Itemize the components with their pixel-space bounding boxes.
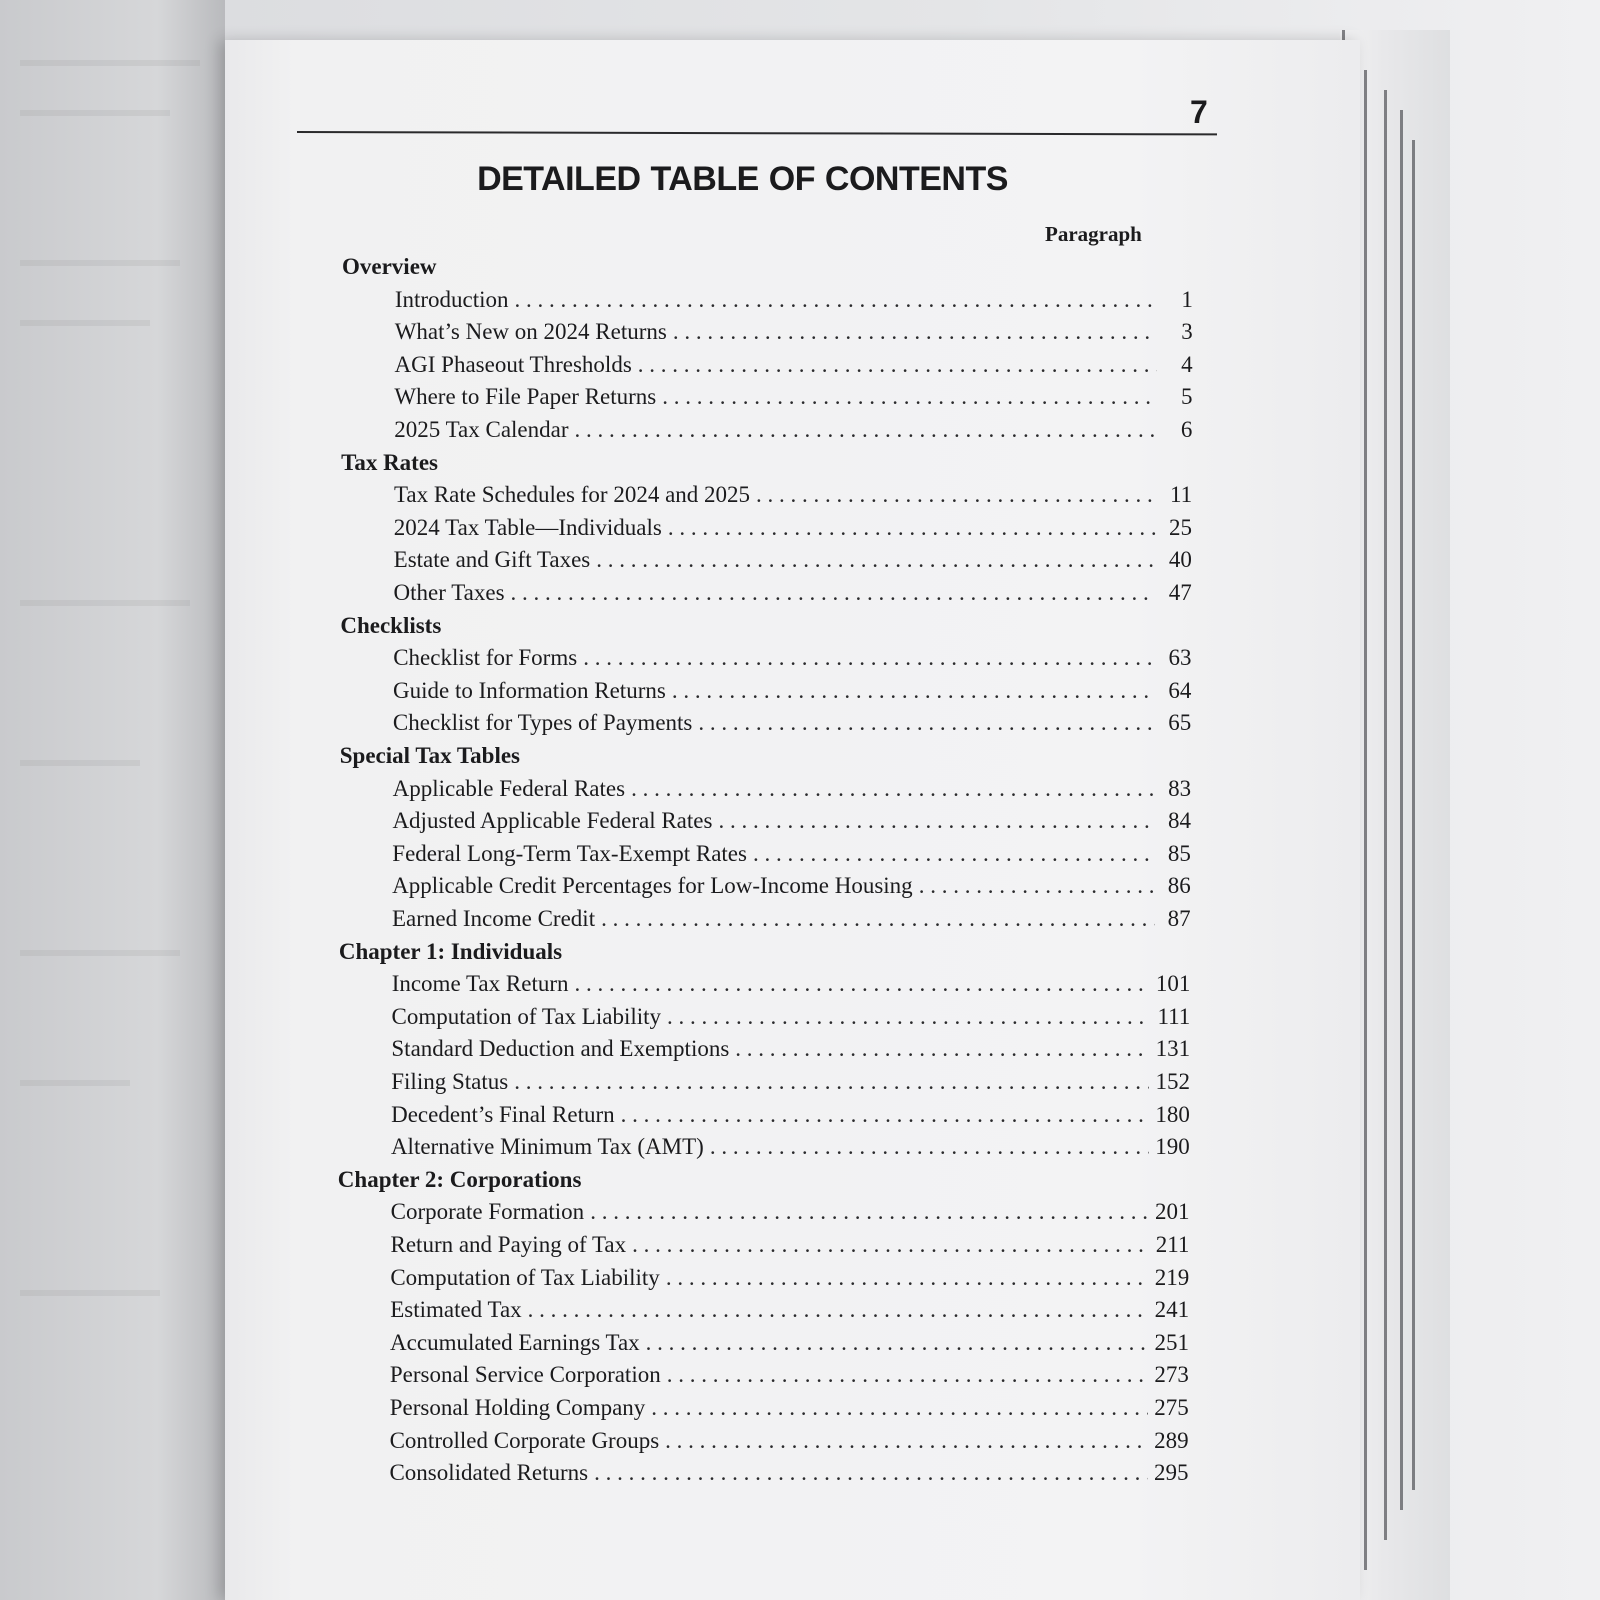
page-edge xyxy=(1400,110,1403,1510)
bleed-through-text xyxy=(20,110,170,116)
entry-title: Checklist for Types of Payments xyxy=(392,710,693,736)
toc-entry xyxy=(392,841,1191,871)
paragraph-number: 63 xyxy=(1168,645,1192,671)
bleed-through-text xyxy=(20,320,150,326)
toc-entry xyxy=(392,873,1191,903)
bleed-through-text xyxy=(20,950,180,956)
entry-title: Applicable Credit Percentages for Low-Income Housing xyxy=(392,873,913,899)
paragraph-number: 11 xyxy=(1169,482,1193,508)
toc-entry xyxy=(390,1362,1189,1392)
toc-entry xyxy=(393,776,1191,806)
toc-entry xyxy=(391,1232,1190,1262)
section-heading: Checklists xyxy=(340,612,442,638)
page-title: DETAILED TABLE OF CONTENTS xyxy=(477,160,1008,198)
dot-leader xyxy=(583,645,1155,671)
dot-leader xyxy=(514,1069,1149,1095)
entry-title: Earned Income Credit xyxy=(392,906,596,931)
toc-entry xyxy=(395,352,1193,382)
toc-entry xyxy=(391,1199,1190,1229)
toc-entry xyxy=(394,482,1192,512)
dot-leader xyxy=(756,482,1156,508)
toc-entry xyxy=(395,287,1193,317)
dot-leader xyxy=(594,1460,1148,1486)
dot-leader xyxy=(575,417,1157,443)
toc-entry xyxy=(390,1297,1189,1327)
bleed-through-text xyxy=(20,1080,130,1086)
toc-entry xyxy=(391,1134,1190,1164)
toc-entry xyxy=(394,417,1192,447)
toc-entry xyxy=(392,971,1191,1001)
paragraph-number: 64 xyxy=(1168,677,1192,703)
entry-title: Estate and Gift Taxes xyxy=(393,547,591,573)
entry-title: 2024 Tax Table—Individuals xyxy=(393,514,662,540)
entry-title: Corporate Formation xyxy=(390,1199,585,1225)
dot-leader xyxy=(735,1036,1149,1062)
paragraph-number: 289 xyxy=(1154,1427,1189,1453)
dot-leader xyxy=(632,1232,1150,1258)
entry-title: Applicable Federal Rates xyxy=(392,775,626,801)
entry-title: Federal Long-Term Tax-Exempt Rates xyxy=(392,840,747,866)
paragraph-number: 131 xyxy=(1155,1036,1191,1062)
paragraph-number: 295 xyxy=(1154,1460,1189,1486)
dot-leader xyxy=(511,580,1156,606)
paragraph-number: 111 xyxy=(1157,1003,1191,1029)
paragraph-number: 4 xyxy=(1181,351,1193,377)
paragraph-number: 219 xyxy=(1154,1264,1190,1290)
entry-title: Decedent’s Final Return xyxy=(391,1101,615,1127)
dot-leader xyxy=(631,776,1155,802)
paragraph-number: 47 xyxy=(1168,580,1192,605)
section-heading: Overview xyxy=(342,254,437,279)
facing-page-left xyxy=(0,0,225,1600)
header-rule xyxy=(297,131,1217,135)
toc-entry xyxy=(394,384,1192,414)
entry-title: Adjusted Applicable Federal Rates xyxy=(392,808,713,834)
entry-title: Consolidated Returns xyxy=(389,1460,589,1486)
entry-title: Return and Paying of Tax xyxy=(390,1232,627,1257)
page-edge xyxy=(1412,140,1415,1490)
paragraph-number: 201 xyxy=(1155,1199,1190,1225)
paragraph-number: 251 xyxy=(1154,1329,1190,1355)
toc-entry xyxy=(393,678,1191,708)
toc-entry xyxy=(391,1036,1190,1066)
dot-leader xyxy=(651,1395,1148,1421)
toc-entry xyxy=(393,645,1191,675)
paragraph-number: 273 xyxy=(1154,1362,1189,1388)
bleed-through-text xyxy=(20,1290,160,1296)
page-edge xyxy=(1384,90,1387,1540)
entry-title: Where to File Paper Returns xyxy=(394,384,657,410)
paragraph-number: 101 xyxy=(1155,971,1191,997)
entry-title: Guide to Information Returns xyxy=(393,677,666,703)
toc-entry xyxy=(394,547,1192,577)
book-page xyxy=(225,40,1360,1600)
dot-leader xyxy=(515,287,1157,313)
dot-leader xyxy=(710,1134,1149,1160)
entry-title: Tax Rate Schedules for 2024 and 2025 xyxy=(393,482,751,508)
entry-title: Controlled Corporate Groups xyxy=(389,1427,660,1453)
entry-title: Personal Service Corporation xyxy=(389,1362,661,1388)
entry-title: Computation of Tax Liability xyxy=(391,1003,662,1029)
toc-entry xyxy=(390,1428,1189,1458)
entry-title: Estimated Tax xyxy=(390,1297,522,1323)
dot-leader xyxy=(753,841,1155,867)
paragraph-number: 241 xyxy=(1154,1297,1190,1323)
dot-leader xyxy=(665,1428,1148,1454)
dot-leader xyxy=(919,873,1155,899)
paragraph-number: 190 xyxy=(1155,1134,1190,1160)
toc-entry xyxy=(390,1395,1189,1425)
dot-leader xyxy=(590,1199,1149,1225)
toc-entry xyxy=(394,515,1192,545)
dot-leader xyxy=(621,1102,1150,1128)
dot-leader xyxy=(667,1362,1149,1388)
dot-leader xyxy=(575,971,1150,997)
section-heading: Special Tax Tables xyxy=(339,743,520,768)
entry-title: Personal Holding Company xyxy=(389,1395,646,1420)
paragraph-number: 65 xyxy=(1168,710,1192,736)
dot-leader xyxy=(718,808,1154,834)
paragraph-number: 180 xyxy=(1155,1101,1190,1127)
dot-leader xyxy=(638,352,1157,378)
entry-title: Accumulated Earnings Tax xyxy=(390,1329,640,1355)
toc-entry xyxy=(389,1460,1188,1490)
paragraph-number: 5 xyxy=(1181,384,1193,410)
paragraph-number: 85 xyxy=(1167,840,1191,866)
paragraph-number: 40 xyxy=(1168,547,1192,573)
entry-title: Income Tax Return xyxy=(391,971,569,997)
paragraph-number: 3 xyxy=(1181,319,1193,345)
bleed-through-text xyxy=(20,760,140,766)
dot-leader xyxy=(668,515,1156,541)
dot-leader xyxy=(662,384,1156,410)
paragraph-number: 275 xyxy=(1154,1395,1189,1420)
dot-leader xyxy=(596,547,1156,573)
toc-entry xyxy=(390,1265,1189,1295)
dot-leader xyxy=(666,1265,1149,1291)
toc-entry xyxy=(392,1004,1191,1034)
paragraph-number: 25 xyxy=(1169,514,1193,540)
dot-leader xyxy=(672,678,1156,704)
bleed-through-text xyxy=(20,60,200,66)
toc-entry xyxy=(391,1069,1190,1099)
entry-title: What’s New on 2024 Returns xyxy=(394,319,667,345)
paragraph-number: 1 xyxy=(1181,286,1193,312)
paragraph-number: 86 xyxy=(1167,873,1191,899)
paragraph-column-heading: Paragraph xyxy=(1045,222,1142,246)
paragraph-number: 6 xyxy=(1180,417,1193,442)
bleed-through-text xyxy=(20,600,190,606)
toc-entry xyxy=(394,580,1192,610)
paragraph-number: 84 xyxy=(1167,808,1191,834)
dot-leader xyxy=(698,710,1155,736)
dot-leader xyxy=(601,906,1155,932)
paragraph-number: 83 xyxy=(1168,775,1192,801)
dot-leader xyxy=(528,1297,1149,1323)
dot-leader xyxy=(673,319,1157,345)
entry-title: 2025 Tax Calendar xyxy=(394,417,569,442)
entry-title: Filing Status xyxy=(391,1069,509,1094)
paragraph-number: 211 xyxy=(1155,1232,1190,1257)
entry-title: Checklist for Forms xyxy=(393,645,578,671)
entry-title: Introduction xyxy=(394,286,509,312)
paragraph-number: 152 xyxy=(1155,1069,1190,1094)
paragraph-number: 87 xyxy=(1167,906,1191,931)
entry-title: Alternative Minimum Tax (AMT) xyxy=(390,1134,704,1160)
entry-title: Other Taxes xyxy=(393,580,505,605)
entry-title: Standard Deduction and Exemptions xyxy=(391,1036,730,1062)
page-edge xyxy=(1364,70,1367,1570)
toc-entry xyxy=(390,1330,1189,1360)
toc-entry xyxy=(392,808,1191,838)
bleed-through-text xyxy=(20,260,180,266)
entry-title: Computation of Tax Liability xyxy=(390,1264,660,1290)
toc-entry xyxy=(392,906,1191,936)
section-heading: Tax Rates xyxy=(341,449,439,475)
section-heading: Chapter 1: Individuals xyxy=(338,938,563,964)
dot-leader xyxy=(667,1004,1151,1030)
dot-leader xyxy=(646,1330,1149,1356)
section-heading: Chapter 2: Corporations xyxy=(337,1166,582,1192)
entry-title: AGI Phaseout Thresholds xyxy=(394,351,632,377)
toc-entry xyxy=(393,710,1191,740)
toc-entry xyxy=(391,1102,1190,1132)
page-number: 7 xyxy=(1190,94,1208,130)
toc-entry xyxy=(395,319,1193,349)
